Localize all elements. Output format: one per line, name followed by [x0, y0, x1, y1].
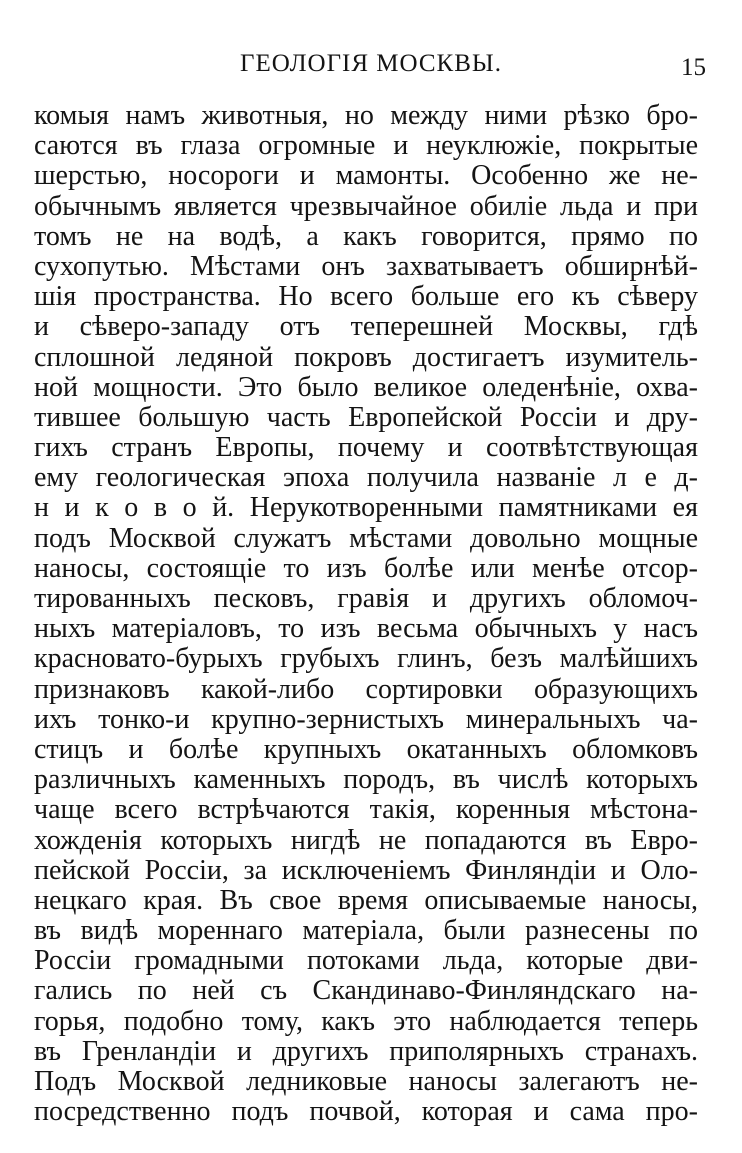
text-line: ной мощности. Это было великое оледенѣніе, охва- [34, 372, 698, 403]
page-number: 15 [681, 54, 706, 81]
text-line: и сѣверо-западу отъ теперешней Москвы, гдѣ [34, 312, 698, 343]
text-line: красновато-бурыхъ грубыхъ глинъ, безъ малѣйшихъ [34, 644, 698, 675]
text-line: шерстью, носороги и мамонты. Особенно же не- [34, 161, 698, 192]
text-line: признаковъ какой-либо сортировки образующихъ [34, 674, 698, 705]
text-line: различныхъ каменныхъ породъ, въ числѣ которыхъ [34, 765, 698, 796]
running-title: ГЕОЛОГІЯ МОСКВЫ. [240, 50, 502, 77]
text-line: комыя намъ животныя, но между ними рѣзко бро- [34, 101, 698, 131]
text-line: обычнымъ является чрезвычайное обиліе льда и при [34, 191, 698, 222]
running-head [36, 44, 706, 84]
text-line: горья, подобно тому, какъ это наблюдается теперь [34, 1006, 698, 1037]
text-line: чаще всего встрѣчаются такія, коренныя мѣстона- [34, 795, 698, 826]
text-line: шія пространства. Но всего больше его къ сѣверу [34, 282, 698, 313]
text-line: тированныхъ песковъ, гравія и другихъ обломоч- [34, 584, 698, 614]
text-line: Подъ Москвой ледниковые наносы залегаютъ не- [34, 1067, 698, 1097]
text-line: тившее большую часть Европейской Россіи и дру- [34, 402, 698, 433]
text-line: пейской Россіи, за исключеніемъ Финляндіи и Оло- [34, 855, 698, 886]
text-line: посредственно подъ почвой, которая и сама про- [34, 1097, 698, 1128]
text-line: саются въ глаза огромные и неуклюжіе, покрытые [34, 131, 698, 162]
text-line: н и к о в о й. Нерукотворенными памятниками ея [34, 493, 698, 524]
text-line: въ видѣ мореннаго матеріала, были разнесены по [34, 916, 698, 947]
text-line: ему геологическая эпоха получила названіе л е д- [34, 463, 698, 494]
text-line: нецкаго края. Въ свое время описываемые наносы, [34, 885, 698, 916]
text-line: хожденія которыхъ нигдѣ не попадаются въ Евро- [34, 825, 698, 856]
text-line: сухопутью. Мѣстами онъ захватываетъ обширнѣй- [34, 251, 698, 282]
text-line: томъ не на водѣ, а какъ говорится, прямо по [34, 221, 698, 252]
text-line: ныхъ матеріаловъ, то изъ весьма обычныхъ у насъ [34, 614, 698, 645]
text-line: гихъ странъ Европы, почему и соотвѣтствующая [34, 433, 698, 464]
text-line: сплошной ледяной покровъ достигаетъ изумитель- [34, 342, 698, 373]
text-line: Россіи громадными потоками льда, которые дви- [34, 946, 698, 977]
text-line: стицъ и болѣе крупныхъ окатанныхъ обломковъ [34, 734, 698, 765]
text-line: ихъ тонко-и крупно-зернистыхъ минеральныхъ ча- [34, 704, 698, 735]
text-line: наносы, состоящіе то изъ болѣе или менѣе отсор- [34, 553, 698, 584]
text-line: подъ Москвой служатъ мѣстами довольно мощные [34, 523, 698, 554]
text-line: гались по ней съ Скандинаво-Финляндскаго на- [34, 976, 698, 1007]
text-line: въ Гренландіи и другихъ приполярныхъ странахъ. [34, 1036, 698, 1067]
body-text [34, 101, 698, 1127]
